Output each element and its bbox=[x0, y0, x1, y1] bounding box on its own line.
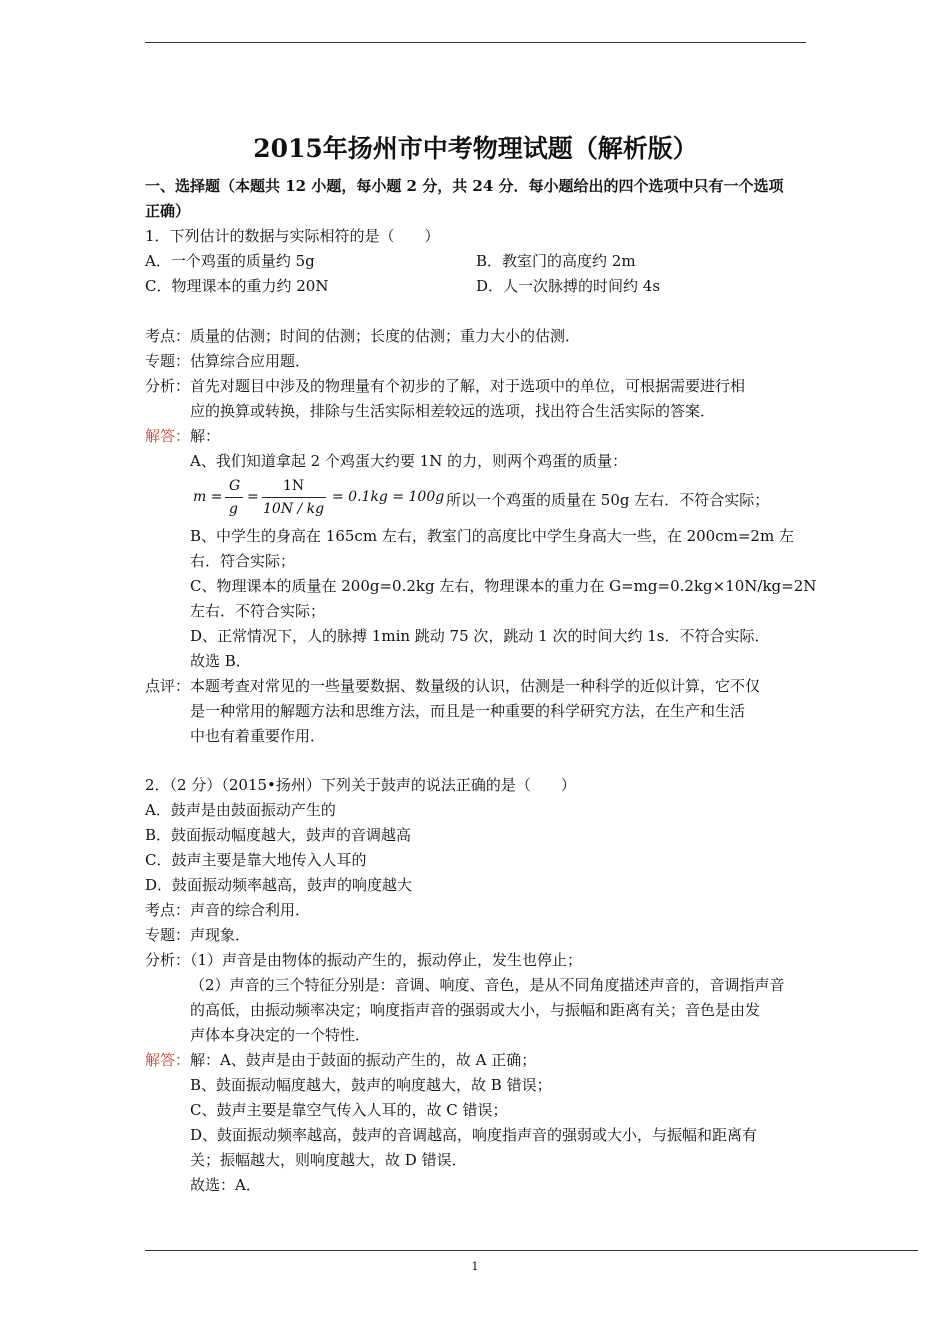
formula-n-denominator: 10N / kg bbox=[263, 501, 325, 517]
q2-stem: 2．（2 分）（2015•扬州）下列关于鼓声的说法正确的是（ ） bbox=[145, 776, 576, 794]
q1-answer-c-line1: C、物理课本的质量在 200g=0.2kg 左右，物理课本的重力在 G=mg=0.2kg×10N/kg=2N bbox=[190, 577, 817, 595]
q1-jieda-label: 解答： bbox=[145, 427, 191, 445]
q1-fenxi-line1: 分析：首先对题目中涉及的物理量有个初步的了解，对于选项中的单位，可根据需要进行相 bbox=[145, 377, 746, 395]
fraction-bar-1 bbox=[225, 497, 243, 498]
q2-jieda-line1: 解：A、鼓声是由于鼓面的振动产生的，故 A 正确； bbox=[190, 1051, 537, 1069]
q1-answer-a: A、我们知道拿起 2 个鸡蛋大约要 1N 的力，则两个鸡蛋的质量： bbox=[190, 452, 628, 470]
q2-fenxi-line3: 的高低，由振动频率决定；响度指声音的强弱或大小，与振幅和距离有关；音色是由发 bbox=[190, 1001, 761, 1019]
footer-rule bbox=[145, 1250, 918, 1251]
q1-option-d: D．人一次脉搏的时间约 4s bbox=[476, 277, 661, 295]
q2-option-c: C．鼓声主要是靠大地传入人耳的 bbox=[145, 851, 367, 869]
page-number: 1 bbox=[471, 1260, 479, 1273]
formula-g-denominator: g bbox=[229, 501, 238, 517]
section-heading-line1: 一、选择题（本题共 12 小题，每小题 2 分，共 24 分．每小题给出的四个选项中只有一个选项 bbox=[145, 177, 784, 195]
q1-jieda-head: 解： bbox=[190, 427, 221, 445]
page-title: 2015年扬州市中考物理试题（解析版） bbox=[253, 134, 698, 163]
q2-fenxi-line4: 声体本身决定的一个特性． bbox=[190, 1026, 371, 1044]
q1-choice: 故选 B． bbox=[190, 652, 251, 670]
q1-dianping-line2: 是一种常用的解题方法和思维方法，而且是一种重要的科学研究方法，在生产和生活 bbox=[190, 702, 746, 720]
q2-jieda-line2: B、鼓面振动幅度越大，鼓声的响度越大，故 B 错误； bbox=[190, 1076, 552, 1094]
q2-fenxi-line2: （2）声音的三个特征分别是：音调、响度、音色，是从不同角度描述声音的，音调指声音 bbox=[190, 976, 785, 994]
q1-answer-b-line1: B、中学生的身高在 165cm 左右，教室门的高度比中学生身高大一些，在 200cm=2m 左 bbox=[190, 527, 794, 545]
section-heading-line2: 正确） bbox=[145, 202, 191, 220]
formula-tail: 所以一个鸡蛋的质量在 50g 左右．不符合实际； bbox=[446, 491, 770, 509]
q1-answer-b-line2: 右．符合实际； bbox=[190, 552, 296, 570]
q1-option-a: A．一个鸡蛋的质量约 5g bbox=[145, 252, 315, 270]
q2-jieda-line3: C、鼓声主要是靠空气传入人耳的，故 C 错误； bbox=[190, 1101, 508, 1119]
q2-kaodian: 考点：声音的综合利用． bbox=[145, 901, 311, 919]
header-rule bbox=[145, 42, 806, 43]
formula-eq: = bbox=[247, 489, 259, 505]
formula-result: = 0.1kg = 100g bbox=[332, 489, 445, 505]
q1-kaodian: 考点：质量的估测；时间的估测；长度的估测；重力大小的估测． bbox=[145, 327, 581, 345]
formula-m-eq: m = bbox=[193, 489, 223, 505]
formula-g-numerator: G bbox=[229, 478, 241, 494]
q2-option-d: D．鼓面振动频率越高，鼓声的响度越大 bbox=[145, 876, 413, 894]
q2-option-a: A．鼓声是由鼓面振动产生的 bbox=[145, 801, 336, 819]
q1-answer-d: D、正常情况下，人的脉搏 1min 跳动 75 次，跳动 1 次的时间大约 1s．不符合实际． bbox=[190, 627, 770, 645]
q2-jieda-line4: D、鼓面振动频率越高，鼓声的音调越高，响度指声音的强弱或大小，与振幅和距离有 bbox=[190, 1126, 758, 1144]
q2-zhuanti: 专题：声现象． bbox=[145, 926, 251, 944]
q1-zhuanti: 专题：估算综合应用题． bbox=[145, 352, 311, 370]
q1-fenxi-line2: 应的换算或转换，排除与生活实际相差较远的选项，找出符合生活实际的答案． bbox=[190, 402, 716, 420]
q2-jieda-line5: 关；振幅越大，则响度越大，故 D 错误． bbox=[190, 1151, 467, 1169]
q2-choice: 故选：A． bbox=[190, 1176, 261, 1194]
fraction-bar-2 bbox=[262, 497, 326, 498]
q1-option-c: C．物理课本的重力约 20N bbox=[145, 277, 329, 295]
q2-jieda-label: 解答： bbox=[145, 1051, 191, 1069]
q1-option-b: B．教室门的高度约 2m bbox=[476, 252, 636, 270]
q1-stem: 1．下列估计的数据与实际相符的是（ ） bbox=[145, 227, 440, 245]
q1-answer-c-line2: 左右．不符合实际； bbox=[190, 602, 326, 620]
q2-option-b: B．鼓面振动幅度越大，鼓声的音调越高 bbox=[145, 826, 412, 844]
formula-n-numerator: 1N bbox=[283, 478, 305, 494]
q1-dianping-line3: 中也有着重要作用． bbox=[190, 727, 326, 745]
q1-dianping-line1: 点评：本题考查对常见的一些量要数据、数量级的认识，估测是一种科学的近似计算，它不仅 bbox=[145, 677, 761, 695]
q2-fenxi-line1: 分析：（1）声音是由物体的振动产生的，振动停止，发生也停止； bbox=[145, 951, 583, 969]
